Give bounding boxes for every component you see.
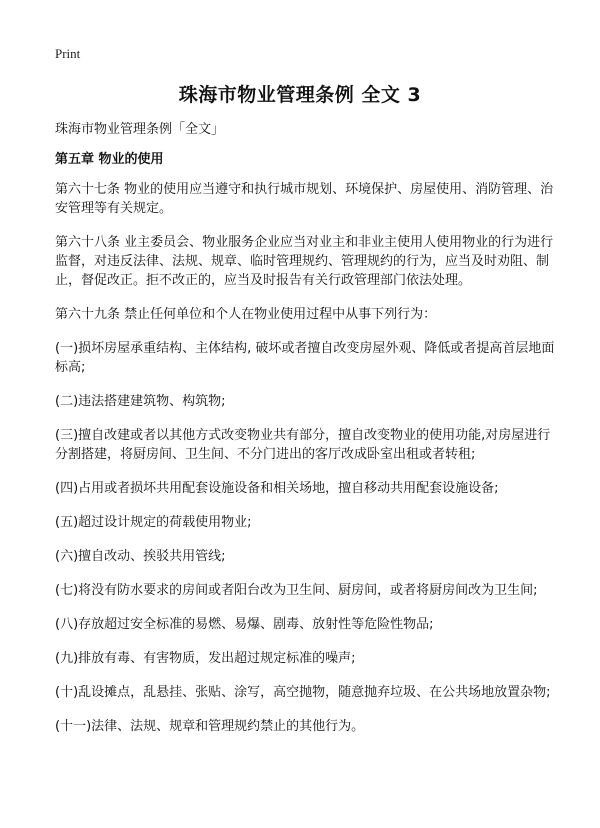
- document-body: [55, 120, 555, 751]
- list-item: (十)乱设摊点，乱悬挂、张贴、涂写，高空抛物，随意抛弃垃圾、在公共场地放置杂物;: [55, 685, 551, 700]
- chapter-heading: 第五章 物业的使用: [55, 152, 164, 167]
- list-item: (五)超过设计规定的荷载使用物业;: [55, 515, 252, 530]
- list-item: (一)损坏房屋承重结构、主体结构, 破坏或者擅自改变房屋外观、降低或者提高首层地面标高;: [55, 341, 555, 375]
- list-item: (二)违法搭建建筑物、构筑物;: [55, 394, 226, 409]
- list-item: (三)擅自改建或者以其他方式改变物业共有部分，擅自改变物业的使用功能,对房屋进行分割搭建，将厨房间、卫生间、不分门进出的客厅改成卧室出租或者转租;: [55, 428, 551, 462]
- list-item: (九)排放有毒、有害物质，发出超过规定标准的噪声;: [55, 651, 356, 666]
- list-item: (十一)法律、法规、规章和管理规约禁止的其他行为。: [55, 719, 365, 734]
- list-item: (四)占用或者损坏共用配套设施设备和相关场地，擅自移动共用配套设施设备;: [55, 481, 499, 496]
- list-item: (七)将没有防水要求的房间或者阳台改为卫生间、厨房间，或者将厨房间改为卫生间;: [55, 583, 538, 598]
- print-link[interactable]: Print: [55, 46, 81, 61]
- document-subtitle: 珠海市物业管理条例「全文」: [55, 122, 225, 137]
- article-68: 第六十八条 业主委员会、物业服务企业应当对业主和非业主使用人使用物业的行为进行监督，对违反法律、法规、规章、临时管理规约、管理规约的行为，应当及时劝阻、制止，督促改正。拒不改正的，应当及时报告有关行政管理部门依法处理。: [55, 235, 554, 288]
- article-69: 第六十九条 禁止任何单位和个人在物业使用过程中从事下列行为：: [55, 307, 437, 322]
- list-item: (六)擅自改动、挨驳共用管线;: [55, 549, 226, 564]
- article-67: 第六十七条 物业的使用应当遵守和执行城市规划、环境保护、房屋使用、消防管理、治安管理等有关规定。: [55, 182, 554, 216]
- list-item: (八)存放超过安全标准的易燃、易爆、剧毒、放射性等危险性物品;: [55, 617, 434, 632]
- page-title: 珠海市物业管理条例 全文 3: [178, 84, 422, 106]
